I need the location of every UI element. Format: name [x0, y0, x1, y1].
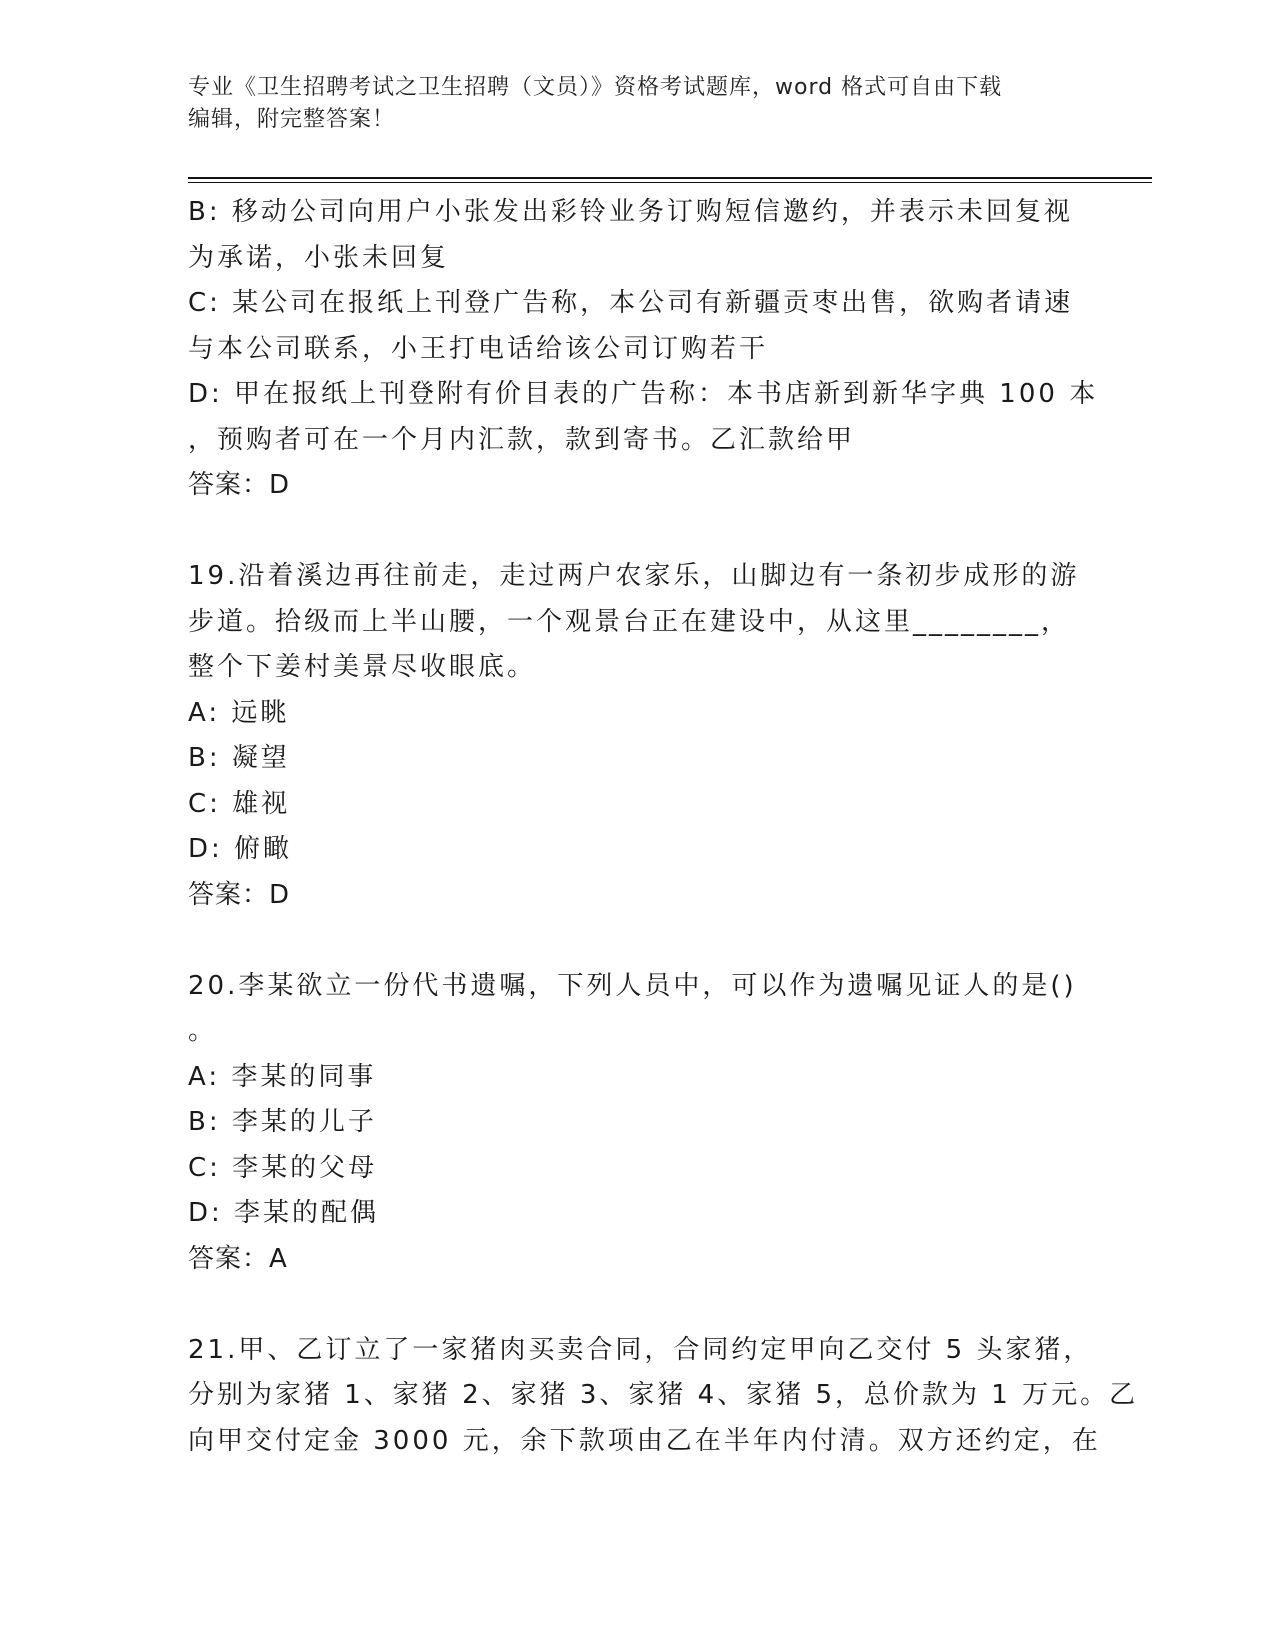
- question-18: [188, 190, 1099, 509]
- question-19: [188, 554, 1088, 918]
- q20-option-c: C: 李某的父母: [188, 1152, 378, 1183]
- question-21: [188, 1328, 1139, 1465]
- q20-option-d: D: 李某的配偶: [188, 1198, 380, 1228]
- q18-option-b-line-1: B: 移动公司向用户小张发出彩铃业务订购短信邀约，并表示未回复视: [188, 197, 1073, 227]
- q18-option-b-line-2: 为承诺，小张未回复: [188, 242, 450, 273]
- header-title-line-1: 专业《卫生招聘考试之卫生招聘（文员）》资格考试题库，word 格式可自由下载: [188, 75, 1003, 100]
- q21-stem-line-2: 分别为家猪 1、家猪 2、家猪 3、家猪 4、家猪 5，总价款为 1 万元。乙: [188, 1380, 1139, 1410]
- q21-stem-line-1: 21.甲、乙订立了一家猪肉买卖合同，合同约定甲向乙交付 5 头家猪，: [188, 1334, 1093, 1365]
- header-divider-thin: [188, 182, 1152, 183]
- q18-option-d-line-1: D: 甲在报纸上刊登附有价目表的广告称：本书店新到新华字典 100 本: [188, 379, 1099, 409]
- question-spacer: [188, 918, 1088, 964]
- document-header: [188, 72, 1068, 136]
- q19-option-d: D: 俯瞰: [188, 834, 293, 864]
- q19-stem-line-2: 步道。拾级而上半山腰，一个观景台正在建设中，从这里________，: [188, 606, 1071, 637]
- q18-answer: 答案：D: [188, 470, 291, 500]
- q18-option-d-line-2: ，预购者可在一个月内汇款，款到寄书。乙汇款给甲: [188, 424, 856, 455]
- q21-stem-line-3: 向甲交付定金 3000 元，余下款项由乙在半年内付清。双方还约定，在: [188, 1425, 1101, 1456]
- question-20: [188, 964, 1088, 1283]
- q18-option-c-line-2: 与本公司联系，小王打电话给该公司订购若干: [188, 333, 769, 364]
- header-title-line-2: 编辑，附完整答案！: [188, 107, 396, 132]
- question-spacer: [188, 1282, 1088, 1328]
- q20-option-a: A: 李某的同事: [188, 1061, 377, 1092]
- q20-option-b: B: 李某的儿子: [188, 1107, 377, 1137]
- q20-stem-line-1: 20.李某欲立一份代书遗嘱，下列人员中，可以作为遗嘱见证人的是(): [188, 970, 1077, 1001]
- q19-option-a: A: 远眺: [188, 697, 290, 728]
- question-spacer: [188, 509, 1088, 555]
- q19-stem-line-3: 整个下姜村美景尽收眼底。: [188, 652, 537, 682]
- q19-stem-line-1: 19.沿着溪边再往前走，走过两户农家乐，山脚边有一条初步成形的游: [188, 561, 1080, 591]
- q19-answer: 答案：D: [188, 879, 291, 910]
- q20-answer: 答案：A: [188, 1243, 288, 1274]
- q20-stem-line-2: 。: [188, 1016, 218, 1046]
- q19-option-b: B: 凝望: [188, 743, 290, 773]
- header-divider-thick: [188, 177, 1152, 179]
- q19-option-c: C: 雄视: [188, 788, 291, 819]
- q18-option-c-line-1: C: 某公司在报纸上刊登广告称，本公司有新疆贡枣出售，欲购者请速: [188, 288, 1074, 318]
- question-content: [188, 190, 1139, 1464]
